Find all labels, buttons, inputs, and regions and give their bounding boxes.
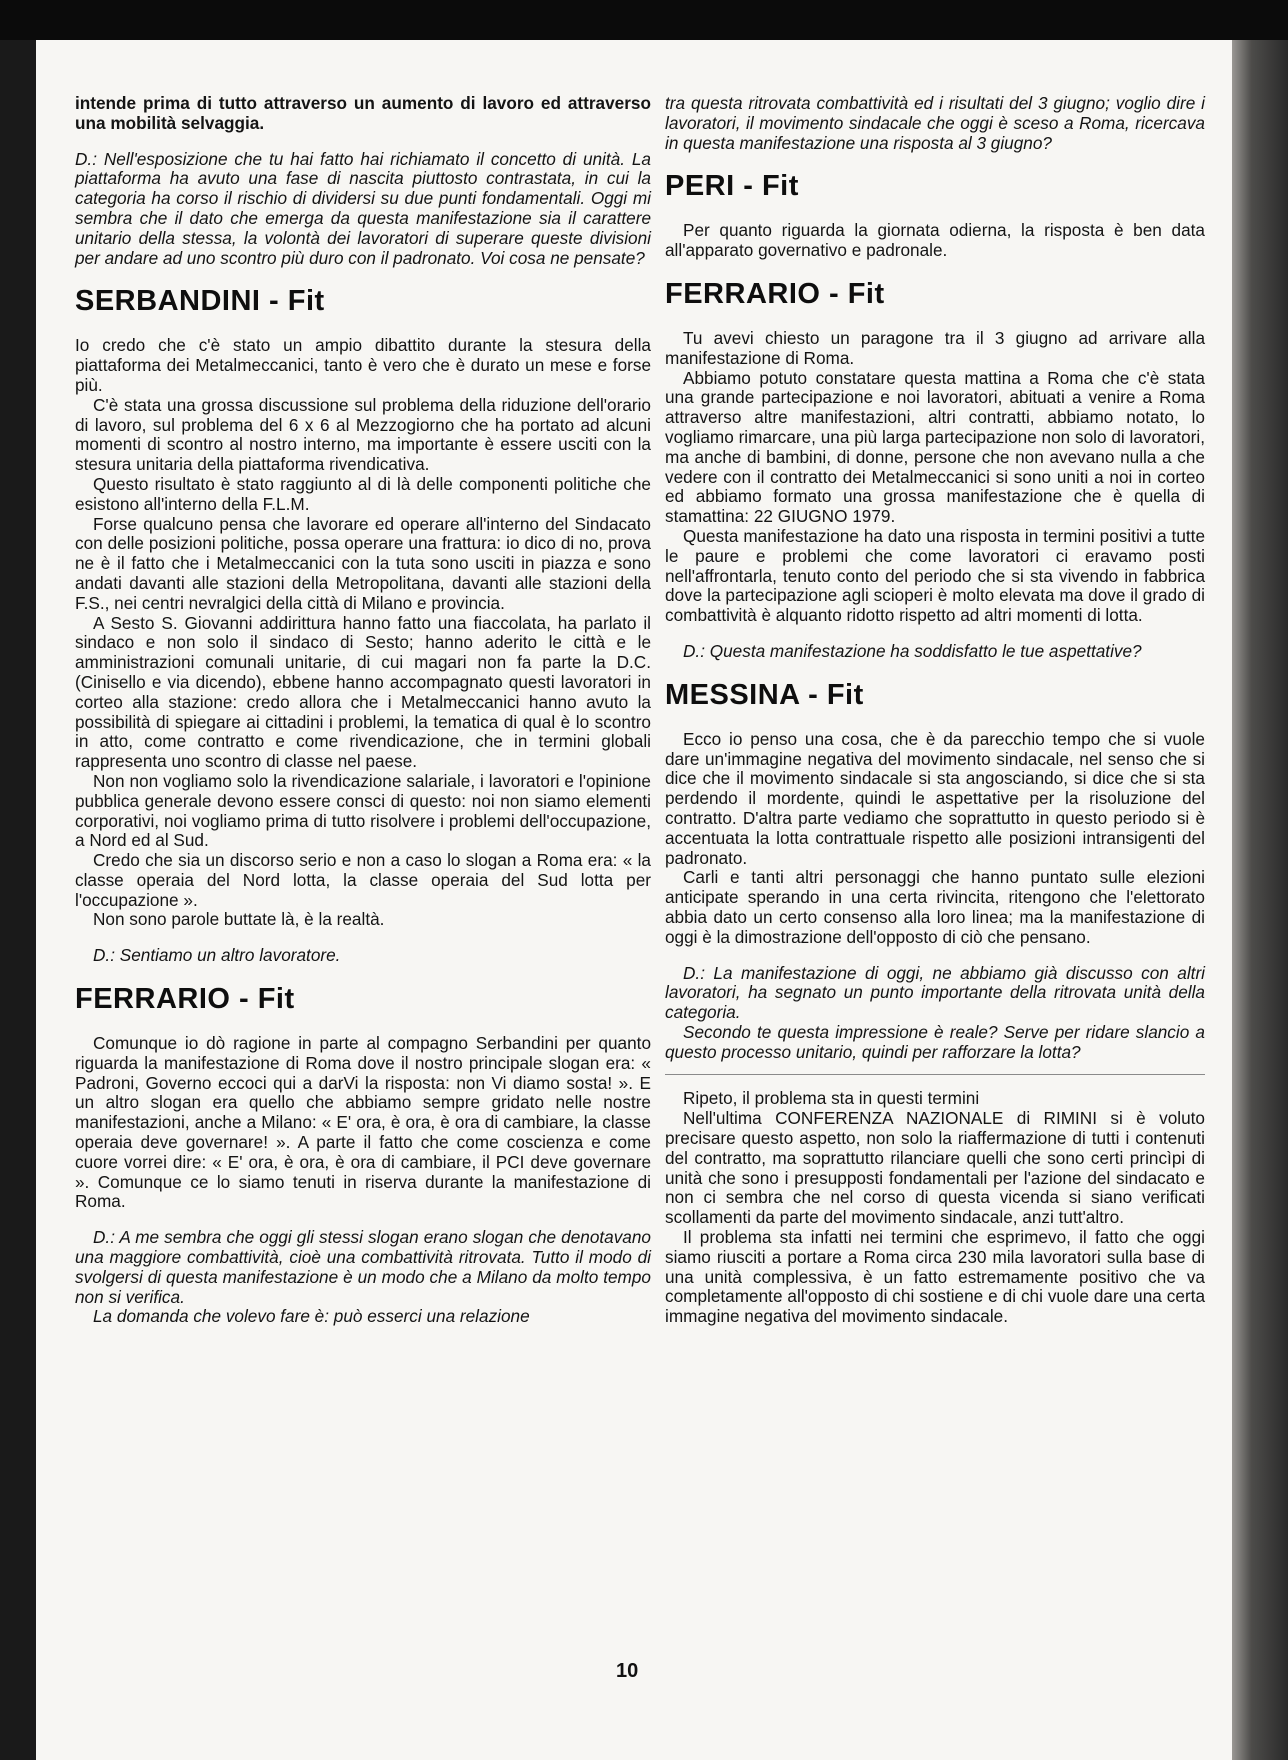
interviewer-question: D.: Nell'esposizione che tu hai fatto hai richiamato il concetto di unità. La piattaforma ha avuto una fase di nascita piuttosto contrastata, in cui la categoria ha corso il rischio di dividersi su due punti fondamentali. Oggi mi sembra che il dato che emerga da questa manifestazione sia il carattere unitario della stessa, la volontà dei lavoratori di superare queste divisioni per andare ad uno scontro più duro con il padronato. Voi cosa ne pensate?: [75, 148, 651, 268]
paragraph-gap: [665, 948, 1205, 964]
speaker-heading: SERBANDINI - Fit: [75, 285, 325, 318]
answer-paragraph: Comunque io dò ragione in parte al compagno Serbandini per quanto riguarda la manifestazione di Roma dove il nostro principale slogan era: « Padroni, Governo eccoci qui a darVi la risposta: non Vi diamo sosta! ». E un altro slogan era quello che abbiamo sempre gridato nelle nostre manifestazioni, anche a Milano: « E' ora, è ora, è ora di cambiare, la classe operaia deve governare! ». A parte il fatto che come coscienza e come cuore vorrei dire: « E' ora, è ora, è ora di cambiare, il PCI deve governare ». Comunque ce lo siamo tenuti in riserva durante la manifestazione di Roma.: [75, 1033, 651, 1212]
answer-paragraph: Carli e tanti altri personaggi che hanno puntato sulle elezioni anticipate sperando in una certa rivincita, ritengono che l'elettorato abbia dato un certo consenso alla loro linea; ma la manifestazione di oggi è la dimostrazione dell'opposto di ciò che pensano.: [665, 867, 1205, 947]
paragraph-gap: [665, 626, 1205, 642]
interviewer-question: La domanda che volevo fare è: può esserci una relazione: [93, 1306, 530, 1327]
interviewer-question: D.: Sentiamo un altro lavoratore.: [93, 945, 341, 966]
answer-paragraph: Forse qualcuno pensa che lavorare ed operare all'interno del Sindacato con delle posizioni politiche, possa operare una frattura: io dico di no, prova ne è il fatto che i Metalmeccanici con la tuta sono usciti in piazza e sono andati davanti alle stazioni della Metropolitana, davanti alle stazioni della F.S., nei centri nevralgici della città di Milano e provincia.: [75, 513, 651, 613]
answer-paragraph: Non sono parole buttate là, è la realtà.: [93, 909, 385, 930]
answer-paragraph: Ecco io penso una cosa, che è da parecchio tempo che si vuole dare un'immagine negativa del movimento sindacale, nel senso che si dice che il movimento sindacale si sta angosciando, si dice che si sta perdendo il mordente, quindi le aspettative per la risoluzione del contratto. D'altra parte vediamo che soprattutto in questo periodo si è accentuata la lotta contrattuale rispetto alle posizioni intransigenti del padronato.: [665, 728, 1205, 868]
speaker-heading: MESSINA - Fit: [665, 678, 864, 711]
interviewer-question: tra questa ritrovata combattività ed i risultati del 3 giugno; voglio dire i lavoratori, il movimento sindacale che oggi è sceso a Roma, ricercava in questa manifestazione una risposta al 3 giugno?: [665, 93, 1205, 153]
answer-paragraph: intende prima di tutto attraverso un aumento di lavoro ed attraverso una mobilità selvaggia.: [75, 93, 651, 133]
interviewer-question: D.: A me sembra che oggi gli stessi slogan erano slogan che denotavano una maggiore combattività, cioè una combattività ritrovata. Tutto il modo di svolgersi di questa manifestazione è un modo che a Milano da molto tempo non si verifica.: [75, 1227, 651, 1307]
interviewer-question: D.: Questa manifestazione ha soddisfatto le tue aspettative?: [683, 640, 1142, 661]
answer-paragraph: C'è stata una grossa discussione sul problema della riduzione dell'orario di lavoro, sul problema del 6 x 6 al Mezzogiorno che ha portato ad alcuni momenti di scontro al nostro interno, ma importante è essere usciti con la stesura unitaria della piattaforma rivendicativa.: [75, 394, 651, 475]
answer-paragraph: Non non vogliamo solo la rivendicazione salariale, i lavoratori e l'opinione pubblica generale devono essere consci di questo: noi non siamo elementi corporativi, noi vogliamo prima di tutto risolvere i problemi dell'occupazione, a Nord ed al Sud.: [75, 770, 651, 851]
paragraph-gap: [75, 930, 651, 946]
speaker-heading: PERI - Fit: [665, 170, 799, 203]
answer-paragraph: Credo che sia un discorso serio e non a caso lo slogan a Roma era: « la classe operaia del Nord lotta, la classe operaia del Sud lotta per l'occupazione ».: [75, 850, 651, 910]
speaker-heading: FERRARIO - Fit: [665, 277, 885, 310]
answer-paragraph: Per quanto riguarda la giornata odierna, la risposta è ben data all'apparato governativo e padronale.: [665, 220, 1205, 261]
speaker-heading: FERRARIO - Fit: [75, 983, 295, 1016]
page-number: 10: [616, 1660, 639, 1682]
answer-paragraph: Tu avevi chiesto un paragone tra il 3 giugno ad arrivare alla manifestazione di Roma.: [665, 327, 1205, 368]
scan-right-border: [1232, 40, 1288, 1760]
scan-top-border: [0, 0, 1288, 40]
scan-left-border: [0, 40, 36, 1760]
answer-paragraph: Il problema sta infatti nei termini che esprimevo, il fatto che oggi siamo riusciti a portare a Roma circa 230 mila lavoratori sulla base di una unità complessiva, è un fatto estremamente positivo che va completamente all'opposto di chi sostiene e di chi vuole dare una certa immagine negativa del movimento sindacale.: [665, 1227, 1205, 1327]
answer-paragraph: Questo risultato è stato raggiunto al di là delle componenti politiche che esistono all'interno della F.L.M.: [75, 473, 651, 514]
answer-paragraph: Nell'ultima CONFERENZA NAZIONALE di RIMINI si è voluto precisare questo aspetto, non solo la riaffermazione di tutti i contenuti del contratto, ma soprattutto rilanciare quelli che sono certi princìpi di unità che sono i presupposti fondamentali per l'azione del sindacato e non ci sembra che nel corso di questa vicenda si siano verificati scollamenti da parte del movimento sindacale, anzi tutt'altro.: [665, 1108, 1205, 1228]
right-column: [665, 94, 1205, 1327]
interviewer-question: Secondo te questa impressione è reale? Serve per ridare slancio a questo processo unitario, quindi per rafforzare la lotta?: [665, 1021, 1205, 1062]
answer-paragraph: Abbiamo potuto constatare questa mattina a Roma che c'è stata una grande partecipazione e noi lavoratori, abituati a venire a Roma attraverso altre manifestazioni, altri contratti, abbiamo notato, lo vogliamo rimarcare, una più larga partecipazione non solo di lavoratori, ma anche di bambini, di donne, persone che non avevano nulla a che vedere con il contratto dei Metalmeccanici si sono uniti a noi in corteo ed abbiamo formato una grossa manifestazione che è quella di stamattina: 22 GIUGNO 1979.: [665, 367, 1205, 527]
left-column: [75, 94, 651, 1327]
answer-paragraph: Io credo che c'è stato un ampio dibattito durante la stesura della piattaforma dei Metalmeccanici, tanto è vero che è durato un mese e forse più.: [75, 335, 651, 395]
answer-paragraph: Questa manifestazione ha dato una risposta in termini positivi a tutte le paure e problemi che come lavoratori ci eravamo posti nell'affrontarla, tenuto conto del periodo che si sta vivendo in fabbrica dove la partecipazione agli scioperi è molto elevata ma dove il grado di combattività è alquanto ridotto rispetto ad altri momenti di lotta.: [665, 525, 1205, 626]
interviewer-question: D.: La manifestazione di oggi, ne abbiamo già discusso con altri lavoratori, ha segnato un punto importante della ritrovata unità della categoria.: [665, 962, 1205, 1023]
answer-paragraph: A Sesto S. Giovanni addirittura hanno fatto una fiaccolata, ha parlato il sindaco e non solo il sindaco di Sesto; hanno aderito le città e le amministrazioni comunali unitarie, di cui magari non fa parte la D.C. (Cinisello e via dicendo), ebbene hanno accompagnato questi lavoratori in corteo alla stazione: credo allora che i Metalmeccanici hanno avuto la possibilità di spiegare ai cittadini i problemi, la tematica di qual è lo scontro in atto, come contratto e come rivendicazione, che in termini globali rappresenta uno scontro di classe nel paese.: [75, 612, 651, 772]
answer-paragraph: Ripeto, il problema sta in questi termini: [683, 1088, 980, 1109]
paragraph-gap: [75, 1212, 651, 1228]
paragraph-gap: [75, 134, 651, 150]
magazine-page: [36, 40, 1232, 1760]
section-divider: [665, 1074, 1205, 1075]
